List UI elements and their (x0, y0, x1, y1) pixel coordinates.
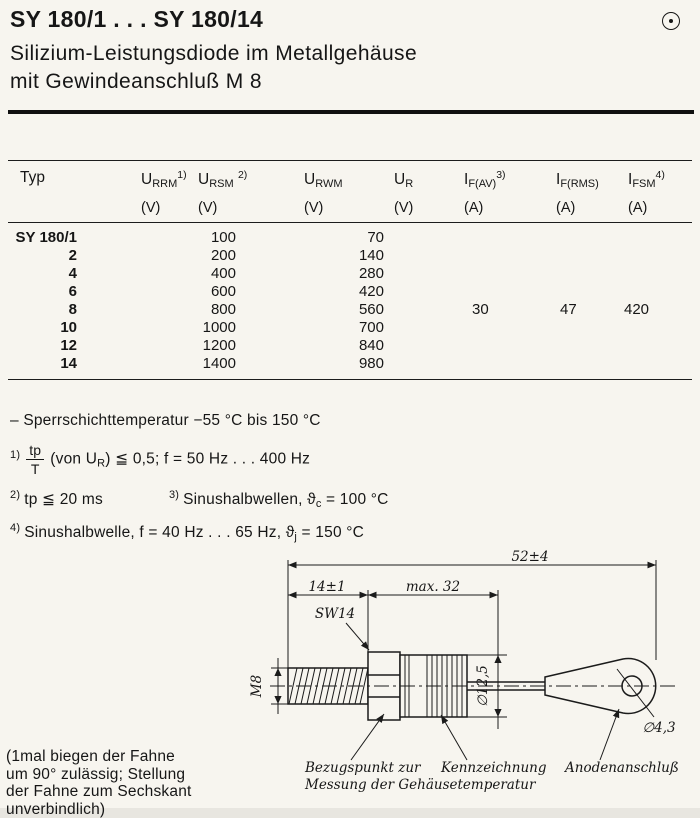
footnote-3-text: Sinushalbwellen, ϑ (183, 491, 316, 508)
cell-ifsm (620, 247, 692, 265)
flag-bending-note-line: der Fahne zum Sechskant (6, 783, 192, 801)
col-ur: $U_R$ (V) (386, 161, 456, 223)
cell-ifsm (620, 355, 692, 380)
fraction-denominator: T (31, 460, 40, 477)
cell-ifrms (548, 247, 620, 265)
cell-ifav (456, 247, 548, 265)
cell-urwm: 420 (296, 283, 456, 301)
footnote-2-marker: 2) (10, 489, 20, 501)
footnote-2-text: tp ≦ 20 ms (24, 491, 103, 508)
cell-ifsm (620, 265, 692, 283)
cell-typ: SY 180/1 (8, 223, 133, 248)
col-urwm: $U_{RWM}$ (V) (296, 161, 386, 223)
outline-drawing-container (235, 548, 700, 806)
label-anode-terminal: Anodenanschluß (563, 760, 679, 776)
cell-urwm: 70 (296, 223, 456, 248)
cell-urrm-ursm: 1400 (133, 355, 296, 380)
table-row (8, 247, 692, 265)
table-row (8, 319, 692, 337)
fraction-tp-over-T (26, 442, 44, 477)
footnote-4-marker: 4) (10, 522, 20, 534)
footnote-1-marker: 1) (10, 449, 20, 461)
cell-ifav: 30 (456, 301, 548, 319)
flag-bending-note (6, 748, 192, 818)
cell-ifav (456, 337, 548, 355)
note-junction-temperature: – Sperrschichttemperatur −55 °C bis 150 °C (10, 412, 650, 430)
label-wrench-size: SW14 (315, 606, 355, 622)
cell-urwm: 700 (296, 319, 456, 337)
cell-urwm: 980 (296, 355, 456, 380)
page-title: SY 180/1 . . . SY 180/14 (10, 6, 263, 33)
cell-ifav (456, 223, 548, 248)
fraction-numerator: tp (26, 442, 44, 460)
col-ursm: $U_{RSM}$ $^{2)}$ (V) (190, 161, 296, 223)
dim-case-diameter: ∅12,5 (475, 665, 491, 707)
table-row (8, 223, 692, 248)
cell-urrm-ursm: 800 (133, 301, 296, 319)
col-ifrms: $I_{F(RMS)}$ (A) (548, 161, 620, 223)
flag-bending-note-line: (1mal biegen der Fahne (6, 748, 192, 766)
diode-outline-drawing (235, 548, 700, 806)
dim-thread-length: 14±1 (308, 579, 345, 595)
cell-ifav (456, 283, 548, 301)
dim-case-length: max. 32 (406, 579, 460, 595)
brand-mark-icon (662, 12, 680, 30)
header-rule (8, 110, 694, 114)
dim-overall-length: 52±4 (511, 549, 548, 565)
cell-ifrms (548, 223, 620, 248)
cell-ifrms: 47 (548, 301, 620, 319)
cell-typ: 8 (8, 301, 133, 319)
label-marking: Kennzeichnung (440, 760, 547, 776)
table-row (8, 301, 692, 319)
subtitle-line-1: Silizium-Leistungsdiode im Metallgehäuse (10, 42, 417, 66)
footnote-4 (10, 522, 650, 543)
cell-ifav (456, 355, 548, 380)
callouts (304, 709, 679, 793)
table-header-row (8, 161, 692, 223)
footnotes (10, 412, 650, 555)
cell-ifrms (548, 337, 620, 355)
col-urrm: $U_{RRM}^{1)}$ (V) (133, 161, 190, 223)
cell-typ: 14 (8, 355, 133, 380)
cell-urrm-ursm: 1000 (133, 319, 296, 337)
cell-ifrms (548, 283, 620, 301)
cell-ifrms (548, 355, 620, 380)
label-reference-point-line2: Messung der Gehäusetemperatur (304, 777, 537, 793)
label-reference-point-line1: Bezugspunkt zur (304, 760, 422, 776)
col-typ: Typ (8, 161, 133, 223)
flag-bending-note-line: um 90° zulässig; Stellung (6, 766, 192, 784)
cell-urwm: 840 (296, 337, 456, 355)
cell-ifrms (548, 319, 620, 337)
label-thread-size: M8 (249, 674, 265, 698)
subtitle-line-2: mit Gewindeanschluß M 8 (10, 70, 262, 94)
table-row (8, 337, 692, 355)
col-ifav: $I_{F(AV)}^{3)}$ (A) (456, 161, 548, 223)
col-ifsm: $I_{FSM}^{4)}$ (A) (620, 161, 692, 223)
footnote-3-subscript: c (316, 498, 322, 510)
footnote-4-subscript: j (294, 531, 297, 543)
table-row (8, 355, 692, 380)
cell-urrm-ursm: 600 (133, 283, 296, 301)
table-row (8, 283, 692, 301)
footnote-1-text-tail: ) ≦ 0,5; f = 50 Hz . . . 400 Hz (105, 451, 310, 468)
cell-ifav (456, 265, 548, 283)
footnote-4-text: Sinushalbwelle, f = 40 Hz . . . 65 Hz, ϑ (24, 524, 294, 541)
cell-ifsm (620, 337, 692, 355)
footnote-3-text-tail: = 100 °C (322, 491, 389, 508)
footnote-1 (10, 442, 650, 477)
footnote-3-marker: 3) (169, 489, 179, 501)
brand-mark-dot (669, 19, 673, 23)
cell-ifrms (548, 265, 620, 283)
footnote-4-text-tail: = 150 °C (297, 524, 364, 541)
cell-ifav (456, 319, 548, 337)
cell-urwm: 280 (296, 265, 456, 283)
cell-typ: 10 (8, 319, 133, 337)
footnote-2-3 (10, 489, 650, 510)
cell-typ: 4 (8, 265, 133, 283)
ratings-table (8, 160, 692, 380)
cell-typ: 2 (8, 247, 133, 265)
cell-urwm: 140 (296, 247, 456, 265)
cell-typ: 12 (8, 337, 133, 355)
flag-bending-note-line: unverbindlich) (6, 801, 192, 818)
cell-urrm-ursm: 1200 (133, 337, 296, 355)
cell-ifsm (620, 319, 692, 337)
cell-ifsm (620, 223, 692, 248)
footnote-1-subscript: R (97, 458, 105, 470)
dim-hole-diameter: ∅4,3 (642, 720, 675, 736)
cell-urrm-ursm: 100 (133, 223, 296, 248)
cell-urrm-ursm: 400 (133, 265, 296, 283)
footnote-1-text: (von U (50, 451, 97, 468)
cell-ifsm: 420 (620, 301, 692, 319)
cell-ifsm (620, 283, 692, 301)
table-row (8, 265, 692, 283)
cell-urwm: 560 (296, 301, 456, 319)
cell-typ: 6 (8, 283, 133, 301)
cell-urrm-ursm: 200 (133, 247, 296, 265)
